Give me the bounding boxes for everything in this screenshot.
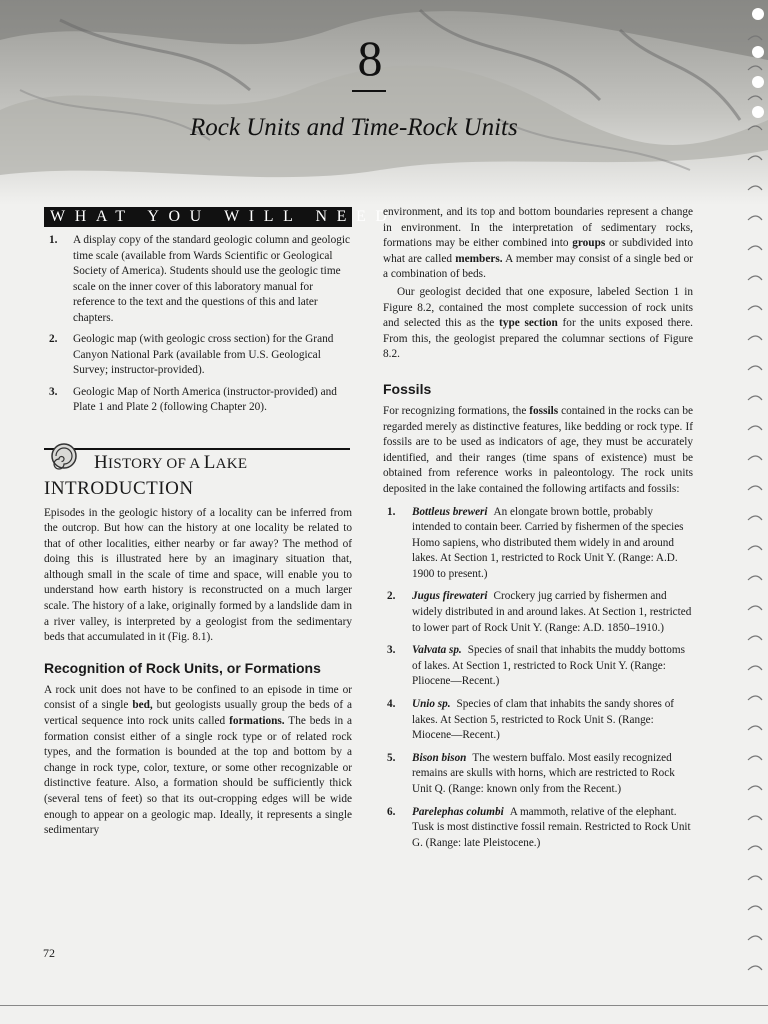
type-section-paragraph: Our geologist decided that one exposure, labeled Section 1 in Figure 8.2, contained the most complete succession of rock units and selected this as the type section for the units exposed there. From this, the geologist prepared the columnar sections of Figure 8.2. bbox=[383, 285, 693, 361]
list-item: 2. Jugus firewateri Crockery jug carried by fishermen and widely distributed in and around lakes. At Section 1, restricted to lower part of Rock Unit Y. (Range: A.D. 1850–1910.) bbox=[387, 590, 692, 634]
materials-list bbox=[44, 233, 352, 416]
chapter-number: 8 bbox=[357, 30, 383, 86]
fossil-list bbox=[383, 505, 693, 852]
fossils-heading: Fossils bbox=[383, 380, 432, 397]
list-item: 3. Geologic Map of North America (instructor-provided) and Plate 1 and Plate 2 (following Chapter 20). bbox=[49, 385, 337, 413]
right-column bbox=[383, 205, 693, 851]
divider bbox=[44, 448, 350, 450]
list-item: 4. Unio sp. Species of clam that inhabits the sandy shores of lakes. At Section 5, restricted to Rock Unit S. (Range: Miocene—Recent.) bbox=[387, 698, 675, 742]
introduction-heading: INTRODUCTION bbox=[44, 477, 194, 499]
ammonite-shell-icon bbox=[46, 440, 80, 470]
section-title: HISTORY OF A LAKE bbox=[94, 451, 248, 473]
recognition-heading: Recognition of Rock Units, or Formations bbox=[44, 659, 321, 676]
section-banner bbox=[44, 438, 352, 472]
introduction-paragraph: Episodes in the geologic history of a locality can be inferred from the outcrop. But how can the history at one locality be related to that of other localities, either nearby or far away? The method of doing this is illustrated here by an imaginary situation that, although small in the scale of time and space, will enable you to understand how earth history is reconstructed on a much larger scale. The history of a lake, originally formed by a landslide dam in a river valley, is interpreted by a geologist from the sedimentary beds that accumulated in it (Fig. 8.1). bbox=[44, 506, 352, 644]
list-item: 1. A display copy of the standard geologic column and geologic time scale (available from Wards Scientific or Geological Society of America). Students should use the geologic time scale on the inner cover of this laboratory manual for reference to the text and the questions of this and later chapters. bbox=[49, 234, 351, 324]
recognition-paragraph: A rock unit does not have to be confined to an episode in time or consist of a single bed, but geologists usually group the beds of a vertical sequence into rock units called formations. The beds in a formation consist either of a single rock type or of related rock types, and the formation is bounded at the top and bottom by a change in rock type, color, texture, or some other recognizable or distinctive feature. Also, a formation should be sufficiently thick (several tens of feet) so that its out-cropping edges will be wide enough to appear on a geologic map. Ideally, it represents a single sedimentary bbox=[44, 683, 352, 837]
binding-holes bbox=[738, 0, 768, 1024]
list-item: 6. Parelephas columbi A mammoth, relative of the elephant. Tusk is most distinctive fossil remain. Restricted to Rock Unit G. (Range: late Pleistocene.) bbox=[387, 805, 691, 849]
chapter-number-underline bbox=[352, 90, 386, 92]
fossils-paragraph: For recognizing formations, the fossils contained in the rocks can be regarded merely as distinctive features, like bedding or rock type. If fossils are to be used as indicators of age, they must be accurately identified, and their ranges (time spans of existence) must be obtained from reference works in paleontology. The rock units deposited in the lake contained the following artifacts and fossils: bbox=[383, 404, 693, 495]
list-item: 1. Bottleus breweri An elongate brown bottle, probably intended to contain beer. Carried by fishermen of the species Homo sapiens, who distributed them widely in and around lakes. At Section 1, restricted to Rock Unit Y. (Range: A.D. 1900 to present.) bbox=[387, 505, 684, 580]
chapter-title: Rock Units and Time-Rock Units bbox=[190, 114, 518, 141]
list-item: 2. Geologic map (with geologic cross section) for the Grand Canyon National Park (available from U.S. Geological Survey; instructor-provided). bbox=[49, 333, 334, 376]
list-item: 5. Bison bison The western buffalo. Most easily recognized remains are skulls with horns, which are restricted to Rock Unit Q. (Range: known only from the Recent.) bbox=[387, 751, 675, 795]
page-number: 72 bbox=[43, 946, 55, 960]
formation-paragraph: environment, and its top and bottom boundaries represent a change in environment. In the interpretation of sedimentary rocks, formations may be either combined into groups or subdivided into what are called members. A member may consist of a single bed or a combination of beds. bbox=[383, 206, 693, 281]
left-column bbox=[44, 207, 397, 839]
what-you-will-need-heading: WHAT YOU WILL NEED bbox=[44, 207, 352, 227]
bottom-divider bbox=[0, 1005, 768, 1006]
list-item: 3. Valvata sp. Species of snail that inhabits the muddy bottoms of lakes. At Section 1, restricted to Rock Unit Y. (Range: Pliocene—Recent.) bbox=[387, 644, 685, 688]
